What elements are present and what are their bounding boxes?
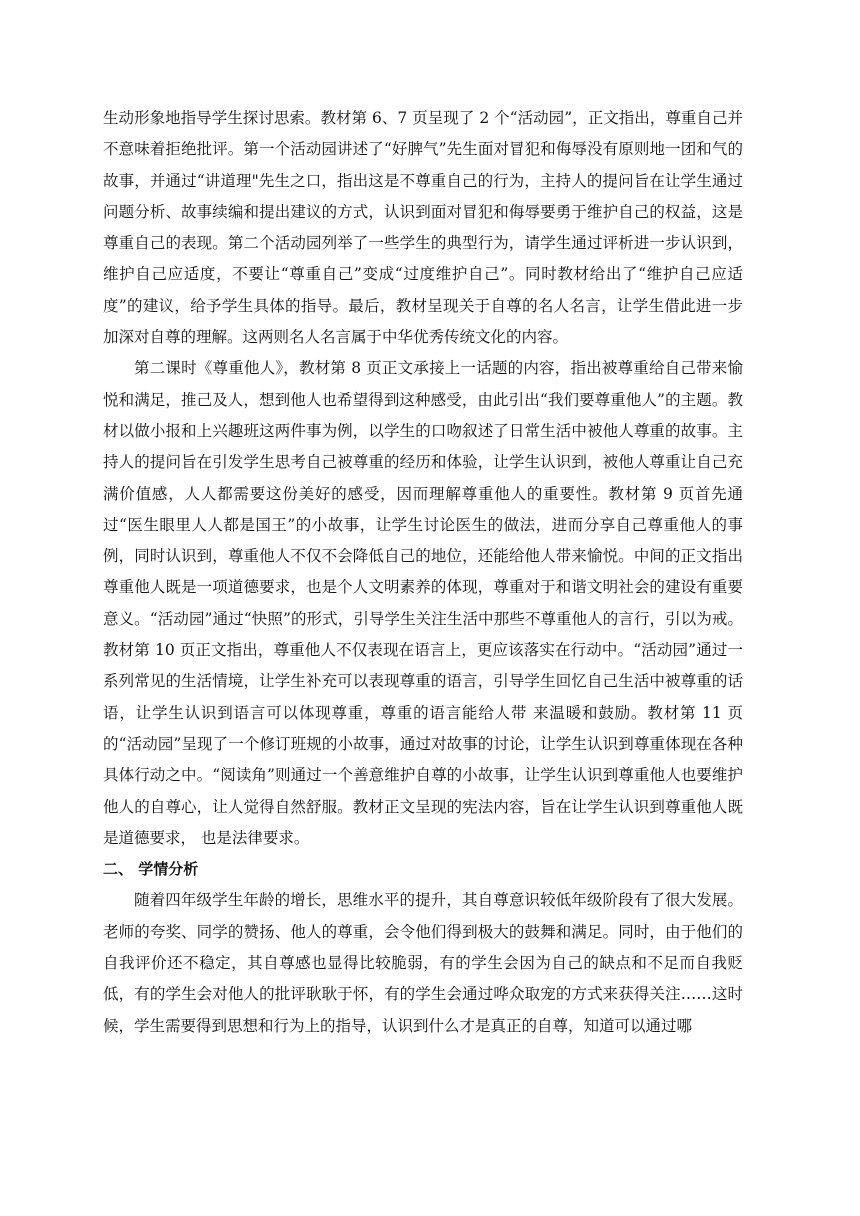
body-paragraph-student-analysis: 随着四年级学生年龄的增长，思维水平的提升，其自尊意识较低年级阶段有了很大发展。老师的夸奖、同学的赞扬、他人的尊重，会令他们得到极大的鼓舞和满足。同时，由于他们的自我评价还不稳定，其自尊感也显得比较脆弱，有的学生会因为自己的缺点和不足而自我贬低，有的学生会对他人的批评耿耿于怀，有的学生会通过哗众取宠的方式来获得关注……这时候，学生需要得到思想和行为上的指导，认识到什么才是真正的自尊，知道可以通过哪 [103,891,743,1035]
body-paragraph-respect-others: 第二课时《尊重他人》，教材第 8 页正文承接上一话题的内容，指出被尊重给自己带来愉悦和满足，推己及人，想到他人也希望得到这种感受，由此引出“我们要尊重他人”的主题。教材以做小报和上兴趣班这两件事为例，以学生的口吻叙述了日常生活中被他人尊重的故事。主持人的提问旨在引发学生思考自己被尊重的经历和体验，让学生认识到，被他人尊重让自己充满价值感，人人都需要这份美好的感受，因而理解尊重他人的重要性。教材第 9 页首先通过“医生眼里人人都是国王”的小故事，让学生讨论医生的做法，进而分享自己尊重他人的事例，同时认识到，尊重他人不仅不会降低自己的地位，还能给他人带来愉悦。中间的正文指出尊重他人既是一项道德要求，也是个人文明素养的体现，尊重对于和谐文明社会的建设有重要意义。“活动园”通过“快照”的形式，引导学生关注生活中那些不尊重他人的言行，引以为戒。教材第 10 页正文指出，尊重他人不仅表现在语言上，更应该落实在行动中。“活动园”通过一系列常见的生活情境，让学生补充可以表现尊重的语言，引导学生回忆自己生活中被尊重的话语，让学生认识到语言可以体现尊重，尊重的语言能给人带 来温暖和鼓励。教材第 11 页的“活动园”呈现了一个修订班规的小故事，通过对故事的讨论，让学生认识到尊重体现在各种具体行动之中。“阅读角”则通过一个善意维护自尊的小故事，让学生认识到尊重他人也要维护他人的自尊心，让人觉得自然舒服。教材正文呈现的宪法内容，旨在让学生认识到尊重他人既是道德要求， 也是法律要求。 [103,359,743,847]
section-heading-student-analysis: 二、 学情分析 [103,860,199,879]
body-paragraph-continuation: 生动形象地指导学生探讨思索。教材第 6、7 页呈现了 2 个“活动园”，正文指出，尊重自己并不意味着拒绝批评。第一个活动园讲述了“好脾气”先生面对冒犯和侮辱没有原则地一团和气的故事，并通过“讲道理"先生之口，指出这是不尊重自己的行为，主持人的提问旨在让学生通过问题分析、故事续编和提出建议的方式，认识到面对冒犯和侮辱要勇于维护自己的权益，这是尊重自己的表现。第二个活动园列举了一些学生的典型行为，请学生通过评析进一步认识到，维护自己应适度，不要让“尊重自己”变成“过度维护自己”。同时教材给出了“维护自己应适度”的建议，给予学生具体的指导。最后，教材呈现关于自尊的名人名言，让学生借此进一步加深对自尊的理解。这两则名人名言属于中华优秀传统文化的内容。 [103,109,743,347]
document-page [103,103,743,1042]
